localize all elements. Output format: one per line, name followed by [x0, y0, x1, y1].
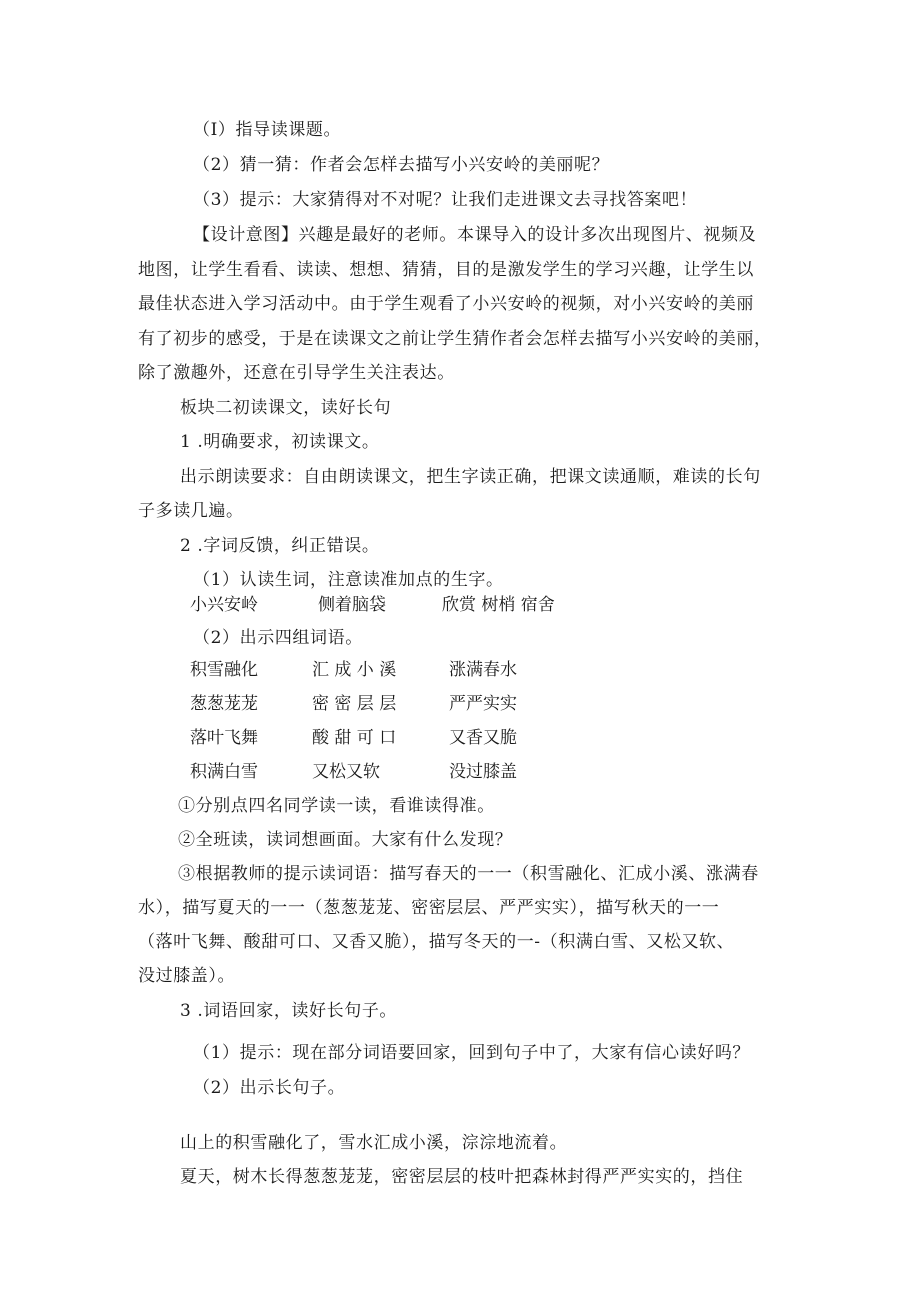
word-group-cell: 汇 成 小 溪 — [312, 660, 397, 680]
word-group-cell: 涨满春水 — [449, 660, 517, 680]
word-group-cell: 又松又软 — [312, 762, 380, 782]
word-group-cell: 酸 甜 可 口 — [312, 728, 397, 748]
item-3-heading: 3 .词语回家，读好长句子。 — [180, 1001, 398, 1021]
item-2-heading: 2 .字词反馈，纠正错误。 — [180, 536, 380, 556]
long-sentence-1: 山上的积雪融化了，雪水汇成小溪，淙淙地流着。 — [180, 1133, 568, 1153]
word-group-cell: 积满白雪 — [190, 762, 258, 782]
activity-3-line-1: ③根据教师的提示读词语：描写春天的一一（积雪融化、汇成小溪、涨满春 — [178, 864, 759, 884]
sub-item-3-2: （2）出示长句子。 — [193, 1078, 346, 1098]
step-hint: （3）提示：大家猜得对不对呢？让我们走进课文去寻找答案吧！ — [193, 190, 698, 210]
activity-1: ①分别点四名同学读一读，看谁读得准。 — [178, 796, 495, 816]
step-guess: （2）猜一猜：作者会怎样去描写小兴安岭的美丽呢？ — [193, 155, 610, 175]
step-read-title: （I）指导读课题。 — [193, 120, 342, 140]
word-group-cell: 又香又脆 — [449, 728, 517, 748]
design-intent-line-4: 有了初步的感受，于是在读课文之前让学生猜作者会怎样去描写小兴安岭的美丽， — [138, 329, 772, 349]
section-heading: 板块二初读课文，读好长句 — [180, 398, 392, 418]
design-intent-line-5: 除了激趣外，还意在引导学生关注表达。 — [138, 363, 455, 383]
reading-requirement-line-1: 出示朗读要求：自由朗读课文，把生字读正确，把课文读通顺，难读的长句 — [180, 467, 761, 487]
word-group-cell: 葱葱茏茏 — [190, 694, 258, 714]
word-group-cell: 密 密 层 层 — [312, 694, 397, 714]
reading-requirement-line-2: 子多读几遍。 — [138, 501, 244, 521]
word-group-cell: 落叶飞舞 — [190, 728, 258, 748]
long-sentence-2: 夏天，树木长得葱葱茏茏，密密层层的枝叶把森林封得严严实实的，挡住 — [180, 1167, 744, 1187]
activity-3-line-2: 水），描写夏天的一一（葱葱茏茏、密密层层、严严实实），描写秋天的一一 — [138, 898, 720, 918]
sub-item-2: （2）出示四组词语。 — [193, 628, 363, 648]
design-intent-line-2: 地图，让学生看看、读读、想想、猜猜，目的是激发学生的学习兴趣，让学生以 — [138, 260, 754, 280]
new-word: 侧着脑袋 — [318, 595, 386, 615]
design-intent-line-3: 最佳状态进入学习活动中。由于学生观看了小兴安岭的视频，对小兴安岭的美丽 — [138, 294, 754, 314]
activity-3-line-4: 没过膝盖）。 — [138, 966, 236, 986]
word-group-cell: 严严实实 — [449, 694, 517, 714]
design-intent-line-1: 【设计意图】兴趣是最好的老师。本课导入的设计多次出现图片、视频及 — [193, 225, 757, 245]
new-word: 欣赏 树梢 宿舍 — [442, 595, 555, 615]
activity-3-line-3: （落叶飞舞、酸甜可口、又香又脆），描写冬天的一-（积满白雪、又松又软、 — [138, 932, 735, 952]
sub-item-3-1: （1）提示：现在部分词语要回家，回到句子中了，大家有信心读好吗？ — [193, 1043, 751, 1063]
word-group-cell: 积雪融化 — [190, 660, 258, 680]
item-1-heading: 1 .明确要求，初读课文。 — [180, 432, 380, 452]
word-group-cell: 没过膝盖 — [449, 762, 517, 782]
sub-item-1: （1）认读生词，注意读准加点的生字。 — [193, 570, 504, 590]
activity-2: ②全班读，读词想画面。大家有什么发现？ — [178, 830, 513, 850]
new-word: 小兴安岭 — [190, 595, 258, 615]
